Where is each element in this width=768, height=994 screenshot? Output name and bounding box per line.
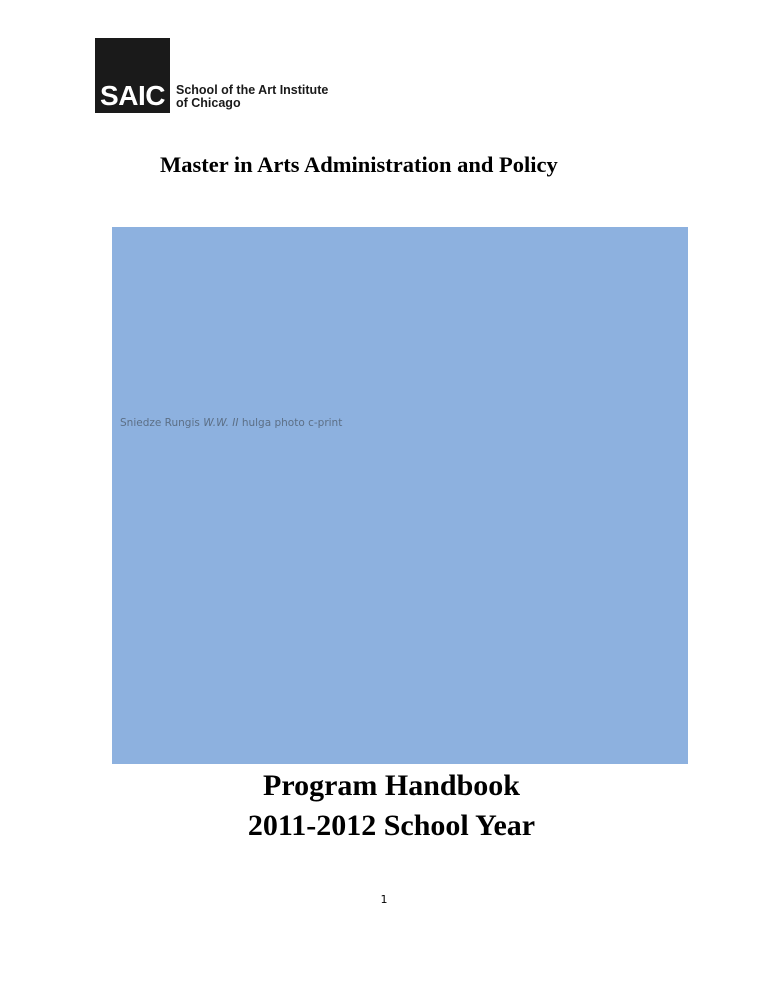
document-title <box>0 766 768 846</box>
title-line-2: 2011-2012 School Year <box>247 809 536 842</box>
caption-title: W.W. II <box>203 417 239 429</box>
caption-artist: Sniedze Rungis <box>120 417 200 429</box>
logo-line-1: School of the Art Institute <box>176 83 329 97</box>
caption-medium: hulga photo c-print <box>241 417 343 429</box>
logo-institution-name <box>176 84 328 110</box>
page-number: 1 <box>380 893 388 906</box>
program-subtitle: Master in Arts Administration and Policy <box>160 152 558 177</box>
saic-logo-mark <box>95 38 170 113</box>
logo-mark-text: SAIC <box>100 80 165 111</box>
logo-line-2: of Chicago <box>176 96 241 110</box>
title-line-1: Program Handbook <box>263 769 520 802</box>
image-caption <box>120 417 342 429</box>
cover-image-placeholder <box>112 227 688 764</box>
